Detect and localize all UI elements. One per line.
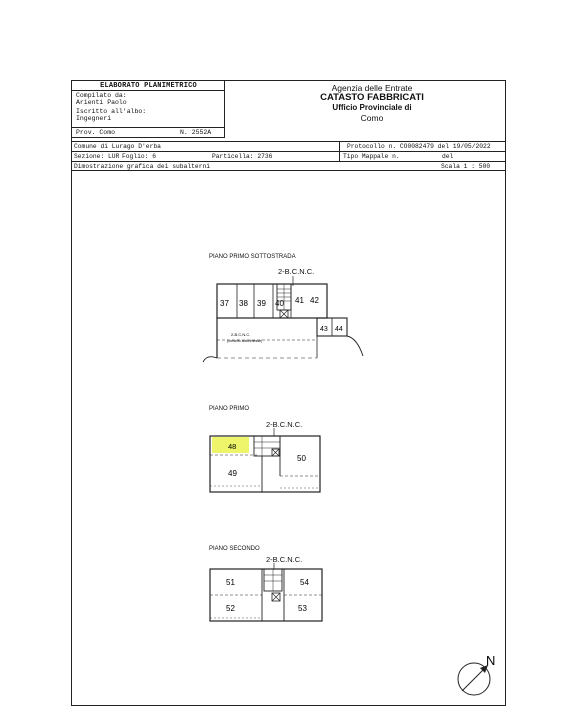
unit-42: 42 (310, 296, 319, 305)
register-value: Ingegneri (76, 115, 112, 122)
compiled-label: Compilato da: (76, 92, 127, 99)
unit-53: 53 (298, 604, 307, 613)
floor-plan-second (202, 563, 332, 631)
floor-plan-first (202, 428, 332, 496)
info-row-2 (72, 151, 505, 161)
agency-office: Ufficio Provinciale di (332, 103, 412, 112)
unit-52: 52 (226, 604, 235, 613)
tipo-mappale-del: del (442, 153, 454, 160)
corridor-note: (corsello autorimesse) (227, 339, 263, 343)
agency-department: CATASTO FABBRICATI (320, 92, 424, 103)
unit-38: 38 (239, 299, 248, 308)
corridor-label: 2-B.C.N.C. (231, 332, 251, 337)
prov-row (72, 127, 225, 138)
basement-common-label: 2-B.C.N.C. (278, 267, 315, 276)
cadastral-sheet (71, 80, 506, 706)
protocollo: Protocollo n. CO0082479 del 19/05/2022 (347, 143, 491, 150)
unit-49: 49 (228, 469, 237, 478)
agency-name: Agenzia delle Entrate (331, 83, 413, 93)
unit-54: 54 (300, 578, 309, 587)
agency-block (277, 83, 467, 123)
comune: Comune di Lurago D'erba (74, 143, 161, 150)
unit-39: 39 (257, 299, 266, 308)
tipo-mappale: Tipo Mappale n. (343, 153, 400, 160)
floor-plan-basement (197, 276, 372, 366)
register-label: Iscritto all'albo: (76, 108, 147, 115)
prov-label: Prov. Como (76, 129, 116, 136)
info-row-3 (72, 161, 505, 171)
north-compass-icon (456, 651, 502, 699)
unit-43: 43 (320, 326, 328, 333)
north-label: N (486, 653, 496, 668)
plan-label-first: PIANO PRIMO (209, 406, 250, 412)
plan-label-basement: PIANO PRIMO SOTTOSTRADA (209, 254, 296, 260)
scala: Scala 1 : 500 (441, 163, 491, 170)
compiled-name: Arienti Paolo (76, 99, 127, 106)
agency-city: Como (360, 113, 384, 123)
first-common-label: 2-B.C.N.C. (266, 420, 303, 429)
info-row-1 (72, 141, 505, 151)
unit-40: 40 (275, 299, 284, 308)
header-box (72, 81, 225, 138)
second-common-label: 2-B.C.N.C. (266, 555, 303, 564)
particella: Particella: 2736 (212, 153, 273, 160)
unit-48: 48 (228, 442, 237, 451)
foglio: Foglio: 6 (122, 153, 157, 160)
unit-51: 51 (226, 578, 235, 587)
sezione: Sezione: LUR (74, 153, 120, 160)
unit-44: 44 (335, 326, 343, 333)
document-title: ELABORATO PLANIMETRICO (72, 81, 225, 91)
unit-41: 41 (295, 296, 304, 305)
document-number: N. 2552A (180, 129, 212, 136)
unit-37: 37 (220, 299, 229, 308)
unit-50: 50 (297, 454, 306, 463)
plan-label-second: PIANO SECONDO (209, 546, 260, 552)
dimostrazione: Dimostrazione grafica dei subalterni (74, 163, 211, 170)
